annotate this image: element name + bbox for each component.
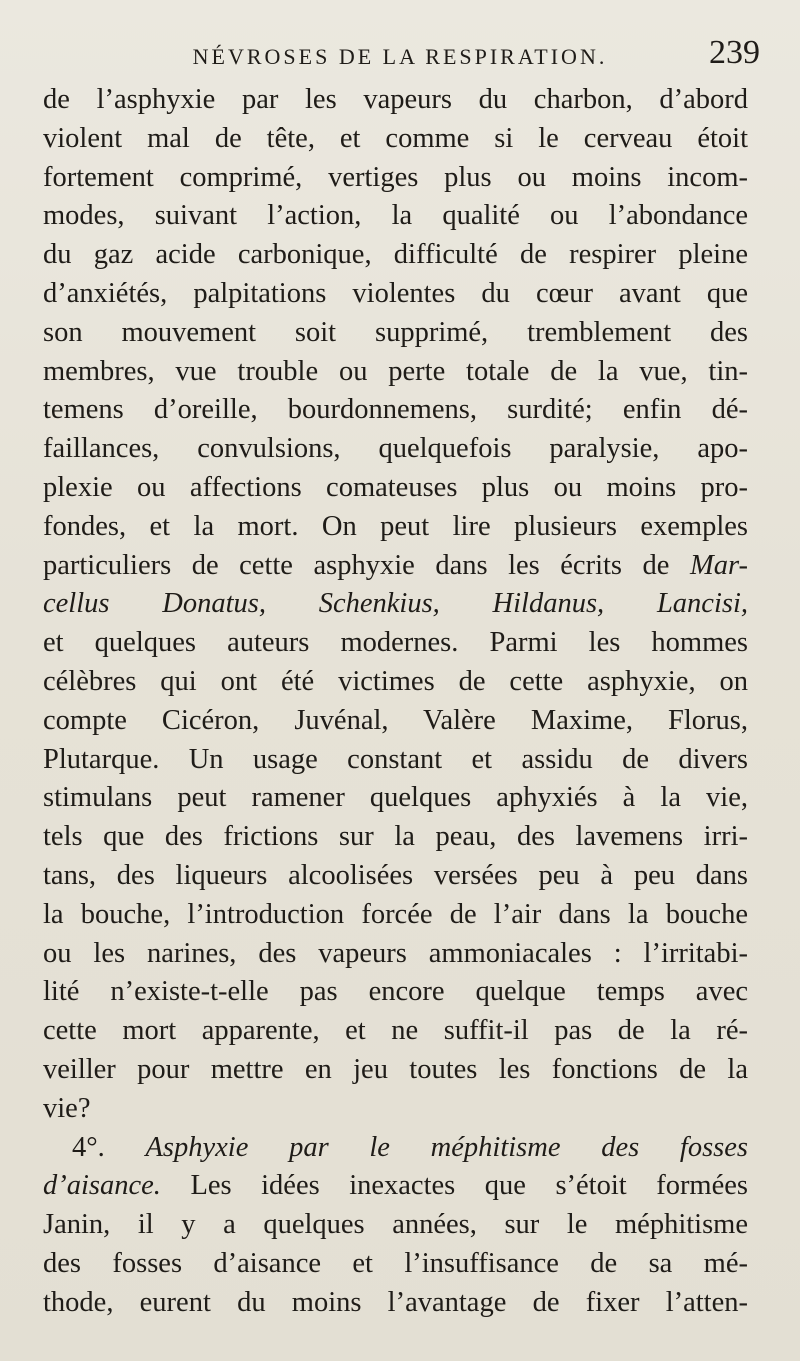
text-line: membres, vue trouble ou perte totale de la vue, tin- (43, 355, 748, 387)
text-line (43, 1167, 748, 1206)
text-line: tans, des liqueurs alcoolisées versées peu à peu dans (43, 859, 748, 891)
text-line: célèbres qui ont été victimes de cette asphyxie, on (43, 665, 748, 697)
text-line: faillances, convulsions, quelquefois paralysie, apo- (43, 433, 748, 465)
text-line: et quelques auteurs modernes. Parmi les hommes (43, 627, 748, 659)
section-title: Asphyxie par le méphitisme des fosses (145, 1131, 748, 1163)
text-line: temens d’oreille, bourdonnemens, surdité; enfin dé- (43, 394, 748, 426)
text-line: de l’asphyxie par les vapeurs du charbon, d’abord (43, 84, 748, 115)
text-line (43, 547, 748, 586)
page-header (40, 34, 760, 82)
text-segment: particuliers de cette asphyxie dans les écrits de (43, 549, 690, 581)
text-segment: Les idées inexactes que s’étoit formées (160, 1170, 748, 1202)
text-line: thode, eurent du moins l’avantage de fixer l’atten- (43, 1286, 748, 1318)
text-line: vie? (43, 1092, 91, 1124)
italic-name: Mar- (689, 549, 748, 581)
running-head: NÉVROSES DE LA RESPIRATION. (192, 44, 608, 69)
text-line: fortement comprimé, vertiges plus ou moins incom- (43, 161, 748, 193)
text-line: Plutarque. Un usage constant et assidu de divers (43, 743, 748, 775)
text-line: cette mort apparente, et ne suffit-il pas de la ré- (43, 1015, 748, 1047)
text-line: Janin, il y a quelques années, sur le méphitisme (43, 1209, 748, 1241)
text-line: stimulans peut ramener quelques aphyxiés à la vie, (43, 782, 748, 814)
text-line: son mouvement soit supprimé, tremblement des (43, 316, 748, 348)
text-line: ou les narines, des vapeurs ammoniacales : l’irritabi- (43, 937, 748, 969)
page-number: 239 (709, 34, 760, 71)
text-line: plexie ou affections comateuses plus ou moins pro- (43, 471, 748, 503)
text-line: des fosses d’aisance et l’insuffisance de sa mé- (43, 1247, 748, 1279)
text-line: la bouche, l’introduction forcée de l’air dans la bouche (43, 898, 748, 930)
section-title-end: d’aisance. (43, 1170, 161, 1202)
text-line: du gaz acide carbonique, difficulté de respirer pleine (43, 239, 748, 271)
section-number: 4°. (72, 1131, 146, 1163)
text-line-italic-names: cellus Donatus, Schenkius, Hildanus, Lancisi, (43, 588, 748, 620)
text-line: violent mal de tête, et comme si le cerveau étoit (43, 122, 748, 154)
text-line: compte Cicéron, Juvénal, Valère Maxime, Florus, (43, 704, 748, 736)
text-line: d’anxiétés, palpitations violentes du cœur avant que (43, 277, 748, 309)
text-line: lité n’existe-t-elle pas encore quelque temps avec (43, 976, 748, 1008)
text-line: fondes, et la mort. On peut lire plusieurs exemples (43, 510, 748, 542)
text-line: tels que des frictions sur la peau, des lavemens irri- (43, 821, 748, 853)
text-line: veiller pour mettre en jeu toutes les fonctions de la (43, 1053, 748, 1085)
section-heading-line (43, 1129, 748, 1168)
text-line: modes, suivant l’action, la qualité ou l’abondance (43, 200, 748, 232)
body-text (43, 81, 748, 1323)
